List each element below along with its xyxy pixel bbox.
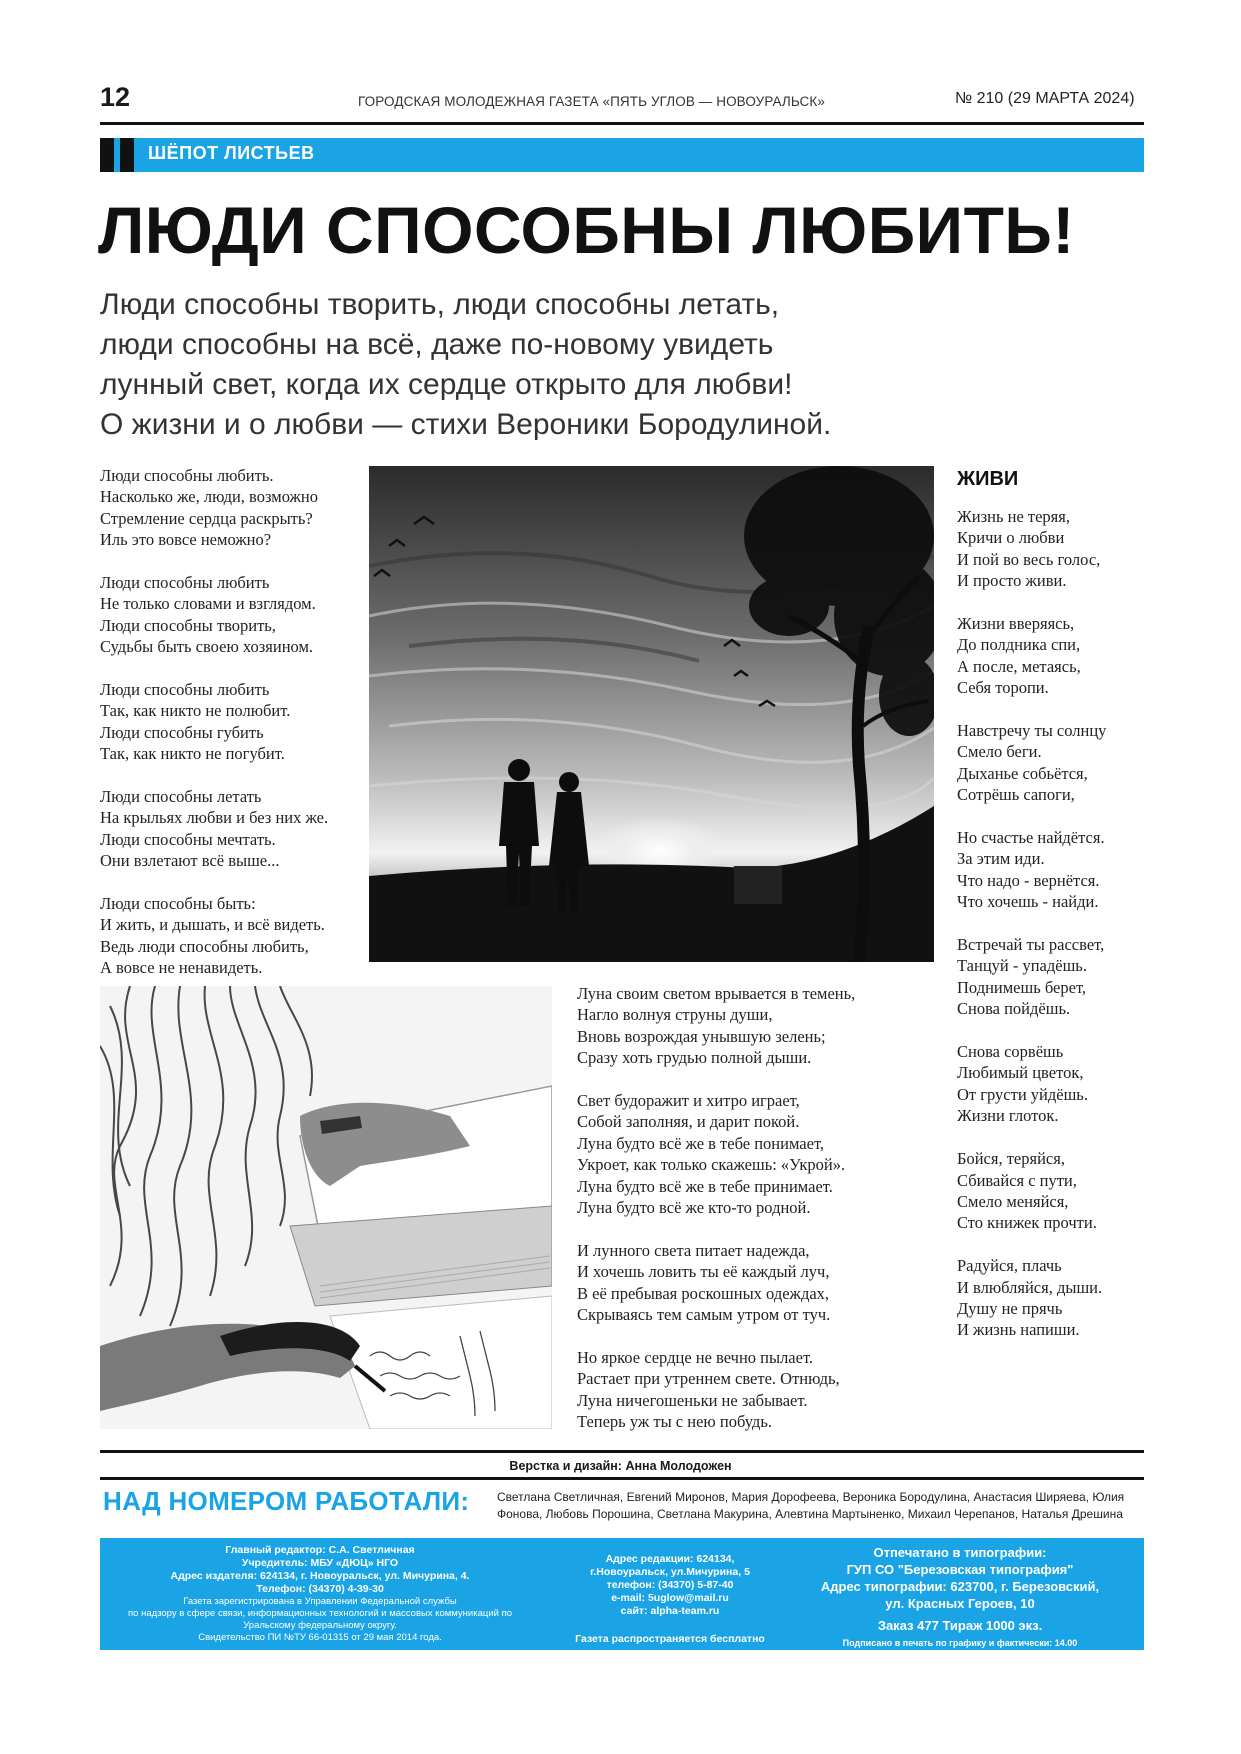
poem-line: Укроет, как только скажешь: «Укрой». [577, 1155, 846, 1175]
rubric-marker [100, 138, 114, 172]
poem-line: Сто книжек прочти. [957, 1213, 1097, 1233]
stanza [957, 506, 1157, 592]
page-number: 12 [100, 82, 131, 112]
poem-line: Стремление сердца раскрыть? [100, 508, 313, 528]
stanza [957, 934, 1157, 1020]
team-names-line: Светлана Светличная, Евгений Миронов, Мария Дорофеева, Вероника Бородулина, Анастасия Ширяева, Юлия [497, 1490, 1125, 1504]
poem-line: И хочешь ловить ты её каждый луч, [577, 1262, 830, 1282]
poem-line: Люди способны мечтать. [100, 829, 276, 849]
rubric-title: ШЁПОТ ЛИСТЬЕВ [148, 143, 315, 163]
stanza [577, 983, 937, 1069]
stanza [957, 827, 1157, 913]
office-site: сайт: alpha-team.ru [620, 1605, 720, 1617]
poem-line: Луна будто всё же кто-то родной. [577, 1198, 811, 1218]
poem-line: Смело беги. [957, 742, 1042, 762]
poem-line: Что надо - вернётся. [957, 870, 1100, 890]
photo-writing-hand [100, 986, 552, 1429]
poem-line: Кричи о любви [957, 528, 1065, 548]
poem-line: Люди способны губить [100, 722, 264, 742]
poem-line: В её пребывая роскошных одеждах, [577, 1283, 830, 1303]
stanza [100, 465, 370, 551]
poem-line: Радуйся, плачь [957, 1256, 1062, 1276]
poem-line: И лунного света питает надежда, [577, 1240, 810, 1260]
poem-line: До полдника спи, [957, 635, 1081, 655]
poem-line: За этим иди. [957, 849, 1045, 869]
lead-line: Люди способны творить, люди способны летать, [100, 288, 780, 321]
poem-line: Луна ничегошеньки не забывает. [577, 1390, 808, 1410]
poem-line: Свет будоражит и хитро играет, [577, 1091, 800, 1111]
poem-line: Люди способны любить [100, 573, 270, 593]
poem-line: Ведь люди способны любить, [100, 936, 309, 956]
poem-line: Луна будто всё же в тебе понимает, [577, 1133, 825, 1153]
office-email: e-mail: 5uglow@mail.ru [611, 1592, 729, 1604]
poem-line: Так, как никто не погубит. [100, 744, 285, 764]
poem-line: Себя торопи. [957, 678, 1049, 698]
registration: по надзору в сфере связи, информационных технологий и массовых коммуникаций по [128, 1608, 512, 1619]
poem-line: Сбивайся с пути, [957, 1170, 1077, 1190]
poem-line: Люди способны быть: [100, 894, 256, 914]
printer-info: ГУП СО "Березовская типография" [846, 1562, 1074, 1577]
poem-line: Иль это вовсе неможно? [100, 530, 272, 550]
publisher-phone: Телефон: (34370) 4-39-30 [256, 1583, 384, 1595]
signed-to-print: Подписано в печать по графику и фактически: 14.00 [842, 1638, 1078, 1648]
poem-line: Сотрёшь сапоги, [957, 785, 1075, 805]
stanza [577, 1347, 937, 1433]
poem-line: И жизнь напиши. [957, 1320, 1080, 1340]
poem-line: Люди способны летать [100, 787, 262, 807]
stanza [957, 1255, 1157, 1341]
office-address: г.Новоуральск, ул.Мичурина, 5 [590, 1566, 750, 1578]
lead-line: лунный свет, когда их сердце открыто для любви! [100, 368, 793, 401]
poem-line: От грусти уйдёшь. [957, 1084, 1088, 1104]
publisher-address: Адрес издателя: 624134, г. Новоуральск, ул. Мичурина, 4. [170, 1570, 470, 1582]
poem-line: И пой во весь голос, [957, 549, 1101, 569]
poem-line: Растает при утреннем свете. Отнюдь, [577, 1369, 840, 1389]
office-phone: телефон: (34370) 5-87-40 [606, 1579, 734, 1591]
printer-info: Отпечатано в типографии: [873, 1545, 1047, 1560]
order-circulation: Заказ 477 Тираж 1000 экз. [877, 1618, 1043, 1633]
poem-line: И просто живи. [957, 571, 1067, 591]
poem-line: А после, метаясь, [957, 656, 1081, 676]
editor: Главный редактор: С.А. Светличная [225, 1544, 415, 1556]
printer-info: ул. Красных Героев, 10 [885, 1596, 1035, 1611]
poem-line: Встречай ты рассвет, [957, 935, 1105, 955]
stanza [100, 786, 370, 872]
poem-line: Снова пойдёшь. [957, 999, 1071, 1019]
poem-line: Бойся, теряйся, [957, 1149, 1065, 1169]
stanza [577, 1240, 937, 1326]
stanza [577, 1090, 937, 1218]
team-title: НАД НОМЕРОМ РАБОТАЛИ: [103, 1486, 470, 1516]
registration: Газета зарегистрирована в Управлении Федеральной службы [183, 1596, 457, 1607]
photo-couple-sunset [369, 466, 934, 962]
stanza [957, 1148, 1157, 1234]
poem-line: Снова сорвёшь [957, 1042, 1064, 1062]
team-names-line: Фонова, Любовь Порошина, Светлана Макурина, Алевтина Мартыненко, Михаил Черепанов, Наталья Дрешина [497, 1507, 1123, 1521]
poem-line: Но яркое сердце не вечно пылает. [577, 1347, 814, 1367]
imprint-office [550, 1553, 790, 1646]
poem-line: Смело меняйся, [957, 1191, 1069, 1211]
poem-line: Жизнь не теряя, [957, 507, 1070, 526]
free-distribution: Газета распространяется бесплатно [575, 1633, 765, 1645]
office-address: Адрес редакции: 624134, [605, 1553, 735, 1565]
headline: ЛЮДИ СПОСОБНЫ ЛЮБИТЬ! [98, 193, 1075, 267]
lead-line: О жизни и о любви — стихи Вероники Бородулиной. [100, 408, 832, 441]
printer-info: Адрес типографии: 623700, г. Березовский, [820, 1579, 1100, 1594]
poem-live [957, 506, 1157, 1341]
issue-number: № 210 (29 МАРТА 2024) [955, 90, 1135, 107]
poem-line: Теперь уж ты с нею побудь. [577, 1412, 772, 1432]
poem-line: Вновь возрождая унывшую зелень; [577, 1026, 826, 1046]
stanza [100, 572, 370, 658]
registration: Свидетельство ПИ №ТУ 66-01315 от 29 мая 2014 года. [198, 1632, 442, 1643]
stanza [100, 893, 370, 979]
poem-moon [577, 983, 937, 1432]
poem-line: Любимый цветок, [957, 1063, 1084, 1083]
imprint-publisher [105, 1544, 535, 1644]
poem-line: Судьбы быть своею хозяином. [100, 637, 314, 657]
team-names [497, 1489, 1137, 1523]
poem-line: Насколько же, люди, возможно [100, 487, 319, 507]
poem-line: И влюбляйся, дыши. [957, 1277, 1103, 1297]
poem-line: Люди способны любить. [100, 466, 274, 485]
poem-line: На крыльях любви и без них же. [100, 808, 329, 828]
stanza [957, 720, 1157, 806]
header-rule [100, 122, 1144, 125]
poem-line: Навстречу ты солнцу [957, 721, 1107, 741]
rubric-marker [120, 138, 134, 172]
poem-line: Жизни вверяясь, [957, 614, 1075, 634]
poem-line: Душу не прячь [957, 1298, 1063, 1318]
founder: Учредитель: МБУ «ДЮЦ» НГО [241, 1557, 399, 1569]
poem-line: Луна будто всё же в тебе принимает. [577, 1176, 833, 1196]
poem-line: Нагло волнуя струны души, [577, 1005, 773, 1025]
poem-line: Не только словами и взглядом. [100, 594, 316, 614]
poem-line: Но счастье найдётся. [957, 828, 1105, 848]
poem-title: ЖИВИ [957, 468, 1019, 490]
lead-paragraph [100, 285, 1100, 445]
poem-line: Сразу хоть грудью полной дыши. [577, 1048, 812, 1068]
stanza [100, 679, 370, 765]
poem-line: Люди способны творить, [100, 615, 276, 635]
poem-line: А вовсе не ненавидеть. [100, 958, 263, 978]
poem-line: Что хочешь - найди. [957, 892, 1099, 912]
registration: Уральскому федеральному округу. [243, 1620, 397, 1631]
footer-rule [100, 1477, 1144, 1480]
poem-line: И жить, и дышать, и всё видеть. [100, 915, 325, 935]
poem-line: Они взлетают всё выше... [100, 851, 280, 871]
layout-credit: Верстка и дизайн: Анна Молодожен [509, 1459, 732, 1473]
footer-rule [100, 1450, 1144, 1453]
poem-line: Собой заполняя, и дарит покой. [577, 1112, 800, 1132]
poem-line: Люди способны любить [100, 680, 270, 700]
paper-name: ГОРОДСКАЯ МОЛОДЕЖНАЯ ГАЗЕТА «ПЯТЬ УГЛОВ — НОВОУРАЛЬСК» [358, 94, 825, 109]
stanza [957, 1041, 1157, 1127]
poem-line: Дыханье собьётся, [957, 763, 1088, 783]
poem-line: Скрываясь тем самым утром от туч. [577, 1305, 831, 1325]
lead-line: люди способны на всё, даже по-новому увидеть [100, 328, 774, 361]
poem-people-can-love [100, 465, 370, 979]
poem-line: Луна своим светом врывается в темень, [577, 984, 856, 1003]
poem-line: Танцуй - упадёшь. [957, 956, 1087, 976]
imprint-printer [790, 1544, 1130, 1650]
poem-line: Жизни глоток. [957, 1106, 1059, 1126]
stanza [957, 613, 1157, 699]
poem-line: Поднимешь берет, [957, 977, 1087, 997]
poem-line: Так, как никто не полюбит. [100, 701, 291, 721]
